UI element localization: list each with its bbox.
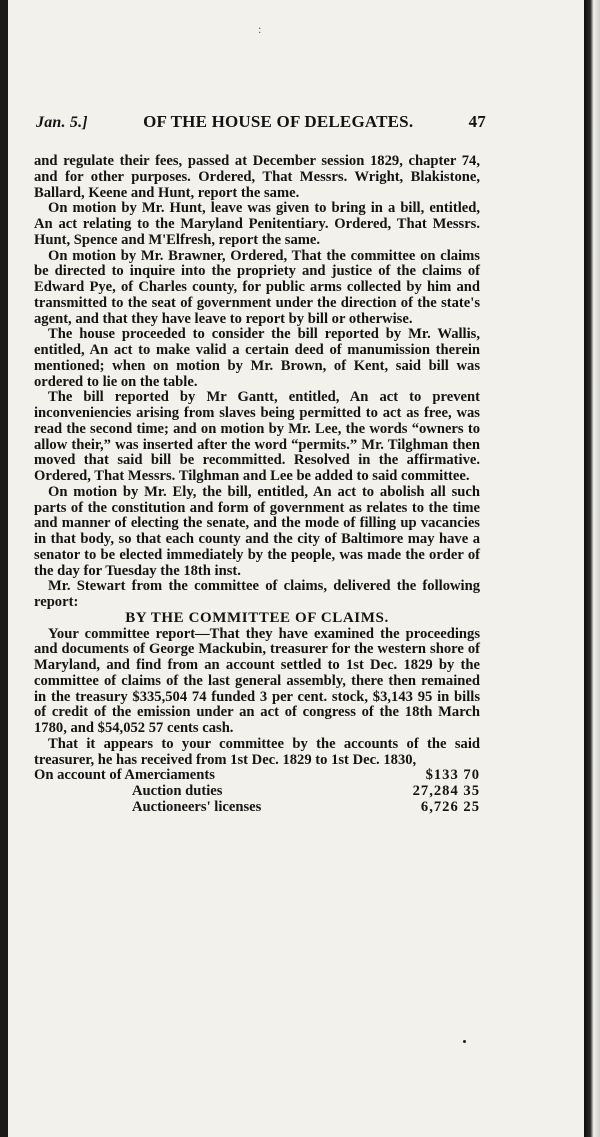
header-title: OF THE HOUSE OF DELEGATES. (143, 112, 414, 131)
account-row (34, 784, 480, 800)
paragraph: That it appears to your committee by the accounts of the said treasurer, he has received from 1st Dec. 1829 to 1st Dec. 1830, (34, 735, 480, 768)
running-header (36, 112, 486, 132)
account-label: Auction duties (132, 783, 223, 799)
paragraph: The bill reported by Mr Gantt, entitled, An act to prevent inconveniencies arising from slaves being permitted to act as free, was read the second time; and on motion by Mr. Lee, the words “owners to allow their,” was inserted after the word “permits.” Mr. Tilghman then moved that said bill be recommitted. Resolved in the affirmative. Ordered, That Messrs. Tilghman and Lee be added to said committee. (34, 389, 480, 484)
account-row (34, 768, 480, 784)
body-text (34, 154, 480, 816)
paragraph: On motion by Mr. Hunt, leave was given to bring in a bill, entitled, An act relating to the Maryland Penitentiary. Ordered, That Messrs. Hunt, Spence and M'Elfresh, report the same. (34, 200, 480, 248)
account-label: On account of Amerciaments (34, 767, 215, 784)
paragraph: On motion by Mr. Ely, the bill, entitled, An act to abolish all such parts of the constitution and form of government as relates to the time and manner of electing the senate, and the mode of filling up vacancies in that body, so that each county and the city of Baltimore may have a senator to be elected immediately by the people, was made the order of the day for Tuesday the 18th inst. (34, 483, 480, 579)
page-edge (584, 0, 600, 1137)
header-date: Jan. 5.] (36, 114, 88, 131)
account-row (34, 800, 480, 816)
paragraph: The house proceeded to consider the bill reported by Mr. Wallis, entitled, An act to make valid a certain deed of manumission therein mentioned; when on motion by Mr. Brown, of Kent, said bill was ordered to lie on the table. (34, 326, 480, 390)
account-amount: 6,726 25 (420, 798, 480, 815)
page-number: 47 (468, 112, 486, 131)
report-heading: BY THE COMMITTEE OF CLAIMS. (125, 609, 389, 626)
paragraph: On motion by Mr. Brawner, Ordered, That the committee on claims be directed to inquire into the propriety and justice of the claims of Edward Pye, of Charles county, for public arms collected by him and transmitted to the seat of government under the direction of the state's agent, and that they have leave to report by bill or otherwise. (34, 247, 480, 327)
account-amount: $133 70 (425, 767, 480, 784)
top-mark: : (258, 22, 262, 36)
ink-spot (463, 1040, 466, 1043)
paragraph: Mr. Stewart from the committee of claims, delivered the following report: (34, 578, 480, 610)
paragraph: Your committee report—That they have examined the proceedings and documents of George Mackubin, treasurer for the western shore of Maryland, and find from an account settled to 1st Dec. 1829 by the committee of claims of the last general assembly, there then remained in the treasury $335,504 74 funded 3 per cent. stock, $3,143 95 in bills of credit of the emission under an act of congress of the 18th March 1780, and $54,052 57 cents cash. (34, 625, 480, 736)
document-page (8, 0, 584, 1137)
paragraph: and regulate their fees, passed at December session 1829, chapter 74, and for other purposes. Ordered, That Messrs. Wright, Blakistone, Ballard, Keene and Hunt, report the same. (34, 153, 480, 201)
account-amount: 27,284 35 (412, 783, 480, 799)
account-label: Auctioneers' licenses (132, 798, 262, 815)
